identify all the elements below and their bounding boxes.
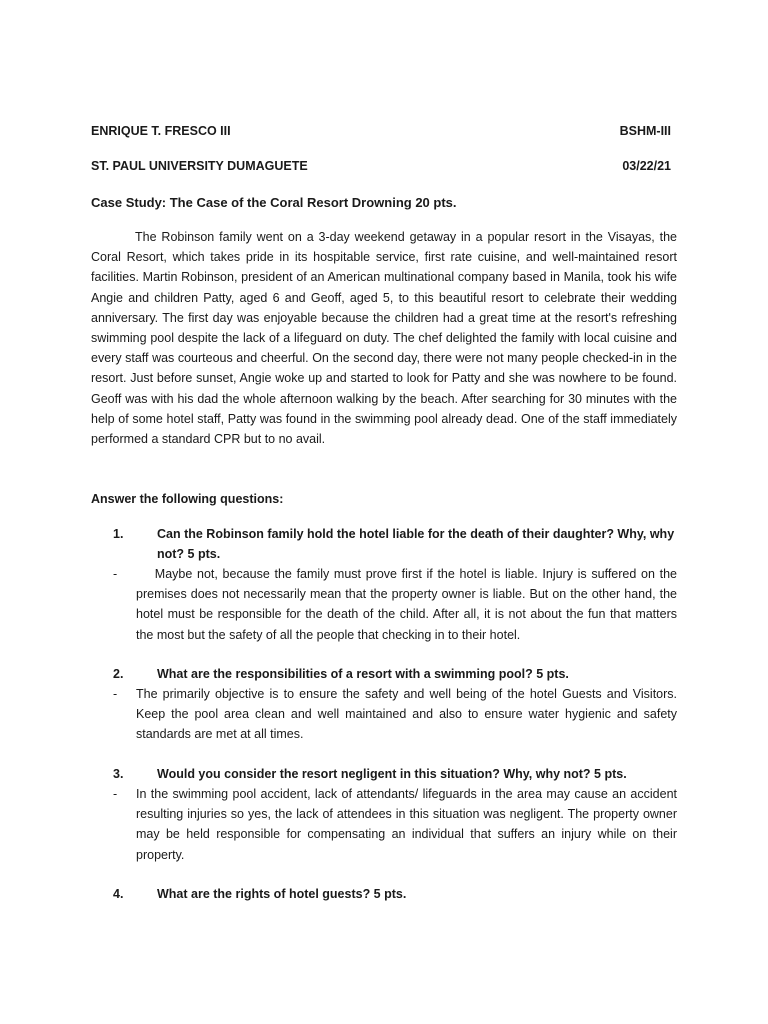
question-number: 3. xyxy=(113,767,124,781)
answer-dash: - xyxy=(113,687,118,701)
student-name: ENRIQUE T. FRESCO III xyxy=(91,124,231,138)
answer-text: In the swimming pool accident, lack of attendants/ lifeguards in the area may cause an accident resulting injuries so yes, the lack of attendees in this situation was negligent. The property owner may be held responsible for compensating an individual that suffers an injury while on their property. xyxy=(136,787,677,862)
question-number: 1. xyxy=(113,527,124,541)
question-1 xyxy=(113,524,677,564)
header-row-1 xyxy=(91,124,671,138)
course-label: BSHM-III xyxy=(619,124,671,138)
question-text: What are the rights of hotel guests? 5 pts. xyxy=(157,887,407,901)
case-study-title: Case Study: The Case of the Coral Resort Drowning 20 pts. xyxy=(91,195,457,210)
answer-dash: - xyxy=(113,787,118,801)
question-number: 2. xyxy=(113,667,124,681)
answer-heading: Answer the following questions: xyxy=(91,492,284,506)
question-text: What are the responsibilities of a resort with a swimming pool? 5 pts. xyxy=(157,667,569,681)
question-text: Would you consider the resort negligent in this situation? Why, why not? 5 pts. xyxy=(157,767,627,781)
answer-dash: - xyxy=(113,567,118,581)
question-2 xyxy=(113,664,677,684)
question-text: Can the Robinson family hold the hotel liable for the death of their daughter? Why, why not? 5 pts. xyxy=(157,527,675,562)
question-number: 4. xyxy=(113,887,124,901)
question-3 xyxy=(113,764,677,784)
answer-2 xyxy=(113,684,677,745)
date-label: 03/22/21 xyxy=(622,159,671,173)
answer-text: Maybe not, because the family must prove first if the hotel is liable. Injury is suffered on the premises does not necessarily mean that the property owner is liable. But on the other hand, the hotel must be responsible for the death of the child. After all, it is not about the fun that matters the most but the safety of all the people that checking in to their hotel. xyxy=(136,567,681,642)
answer-text: The primarily objective is to ensure the safety and well being of the hotel Guests and Visitors. Keep the pool area clean and well maintained and also to ensure water hygienic and safety standards are met at all times. xyxy=(136,687,677,742)
answer-3 xyxy=(113,784,677,865)
school-name: ST. PAUL UNIVERSITY DUMAGUETE xyxy=(91,159,308,173)
header-row-2 xyxy=(91,159,671,173)
question-4 xyxy=(113,884,677,904)
answer-1 xyxy=(113,564,681,645)
case-narrative: The Robinson family went on a 3-day weekend getaway in a popular resort in the Visayas, the Coral Resort, which takes pride in its hospitable service, first rate cuisine, and well-maintained resort facilities. Martin Robinson, president of an American multinational company based in Manila, took his wife Angie and children Patty, aged 6 and Geoff, aged 5, to this beautiful resort to celebrate their wedding anniversary. The first day was enjoyable because the children had a great time at the resort's refreshing swimming pool despite the lack of a lifeguard on duty. The chef delighted the family with local cuisine and every staff was courteous and cheerful. On the second day, there were not many people checked-in in the resort. Just before sunset, Angie woke up and started to look for Patty and she was nowhere to be found. Geoff was with his dad the whole afternoon walking by the beach. After searching for 30 minutes with the help of some hotel staff, Patty was found in the swimming pool already dead. One of the staff immediately performed a standard CPR but to no avail. xyxy=(91,230,677,447)
